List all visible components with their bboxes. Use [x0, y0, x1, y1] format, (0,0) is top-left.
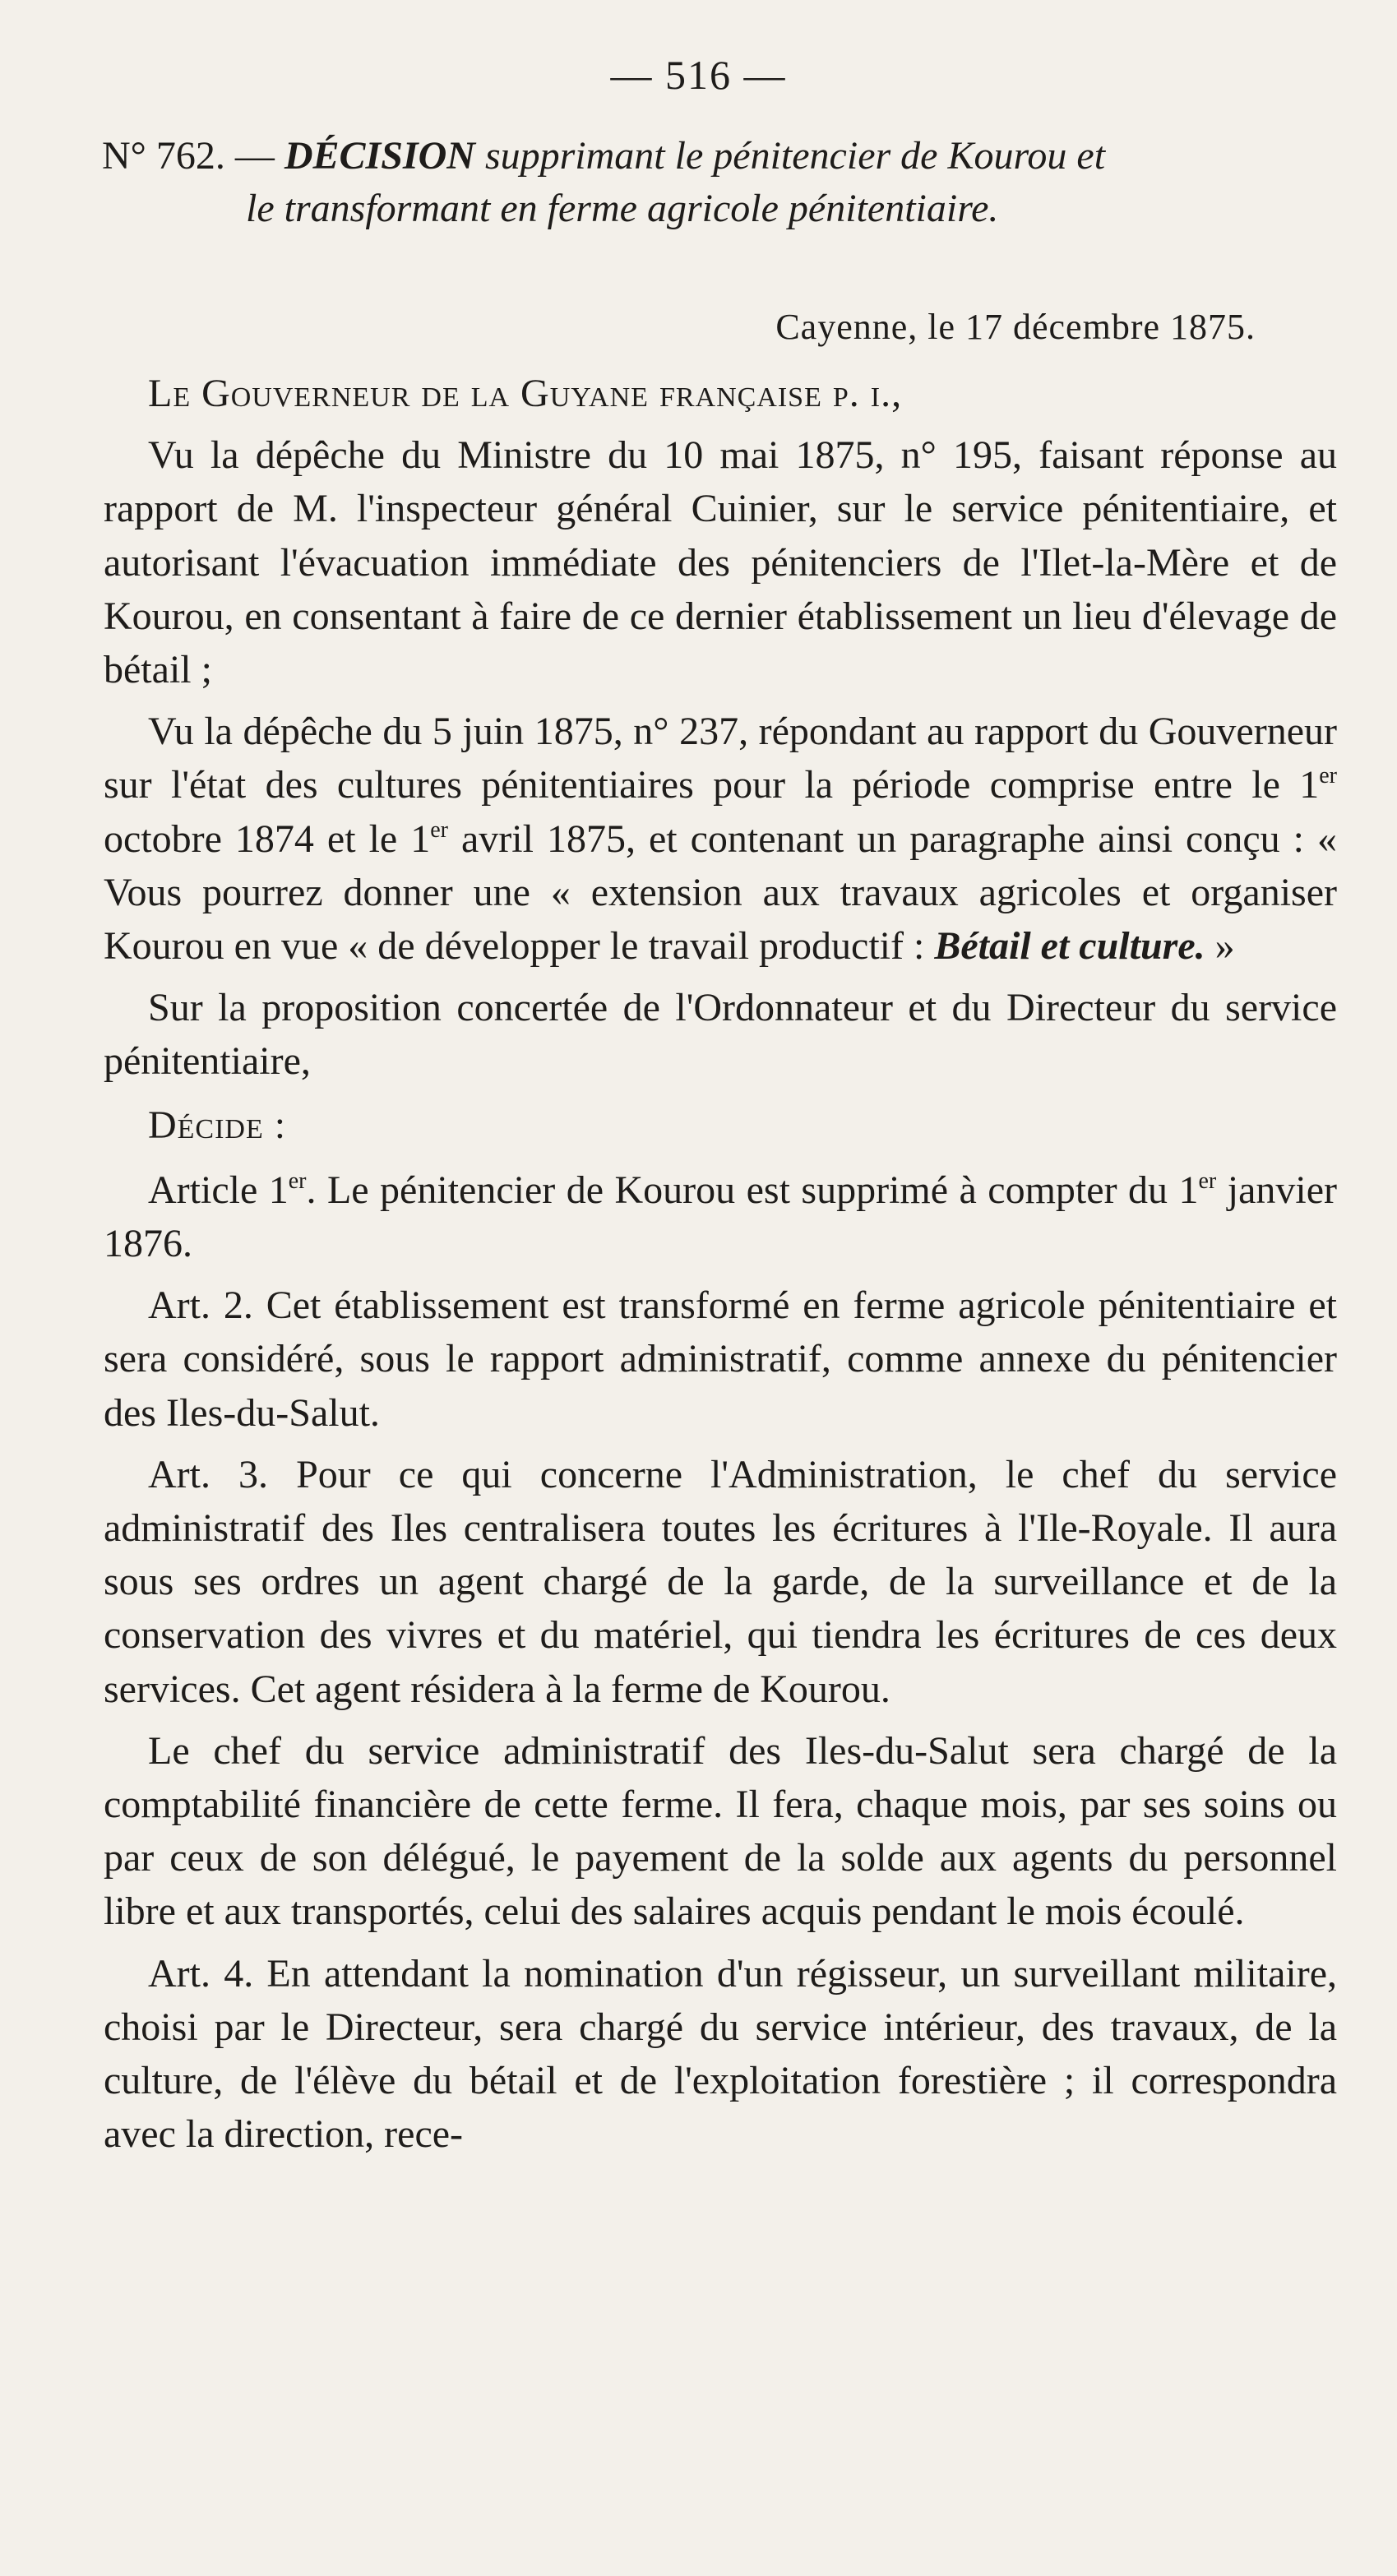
paragraph-governor: Le Gouverneur de la Guyane française p. i., — [148, 372, 903, 415]
decision-number: N° 762. — — [102, 134, 275, 178]
dateline: Cayenne, le 17 décembre 1875. — [775, 307, 1256, 347]
paragraph-proposal: Sur la proposition concertée de l'Ordonnateur et du Directeur du service pénitentiaire, — [104, 986, 1337, 1084]
decision-body — [104, 367, 1337, 2170]
heading-line-1: supprimant le pénitencier de Kourou et — [484, 134, 1106, 178]
article-2: Art. 2. Cet établissement est transformé en ferme agricole pénitentiaire et sera considéré, sous le rapport administratif, comme annexe du pénitencier des Iles-du-Salut. — [104, 1283, 1337, 1435]
paragraph-considering-2: Vu la dépêche du 5 juin 1875, n° 237, répondant au rapport du Gouverneur sur l'état des cultures pénitentiaires pour la période comprise entre le 1er octobre 1874 et le 1er avril 1875, et contenant un paragraphe ainsi conçu : « Vous pourrez donner une « extension aux travaux agricoles et organiser Kourou en vue « de développer le travail productif : Bétail et culture. » — [104, 710, 1337, 969]
article-4: Art. 4. En attendant la nomination d'un régisseur, un surveillant militaire, choisi par le Directeur, sera chargé du service intérieur, des travaux, de la culture, de l'élève du bétail et de l'exploitation forestière ; il correspondra avec la direction, rece- — [104, 1951, 1337, 2157]
quoted-italic-phrase: Bétail et culture. — [934, 924, 1205, 969]
heading-line-2: le transformant en ferme agricole pénitentiaire. — [246, 187, 999, 230]
decision-heading — [102, 130, 1352, 235]
decision-word: DÉCISION — [284, 134, 475, 178]
article-1: Article 1er. Le pénitencier de Kourou est supprimé à compter du 1er janvier 1876. — [104, 1168, 1337, 1266]
paragraph-decides: Décide : — [148, 1103, 287, 1147]
page-number: — 516 — — [610, 52, 787, 98]
paragraph-considering-1: Vu la dépêche du Ministre du 10 mai 1875, n° 195, faisant réponse au rapport de M. l'inspecteur général Cuinier, sur le service pénitentiaire, et autorisant l'évacuation immédiate des pénitenciers de l'Ilet-la-Mère et de Kourou, en consentant à faire de ce dernier établissement un lieu d'élevage de bétail ; — [104, 433, 1337, 692]
article-3: Art. 3. Pour ce qui concerne l'Administration, le chef du service administratif des Iles centralisera toutes les écritures à l'Ile-Royale. Il aura sous ses ordres un agent chargé de la garde, de la surveillance et de la conservation des vivres et du matériel, qui tiendra les écritures de ces deux services. Cet agent résidera à la ferme de Kourou. — [104, 1452, 1337, 1711]
article-3-continued: Le chef du service administratif des Iles-du-Salut sera chargé de la comptabilité financière de cette ferme. Il fera, chaque mois, par ses soins ou par ceux de son délégué, le payement de la solde aux agents du personnel libre et aux transportés, celui des salaires acquis pendant le mois écoulé. — [104, 1728, 1337, 1934]
